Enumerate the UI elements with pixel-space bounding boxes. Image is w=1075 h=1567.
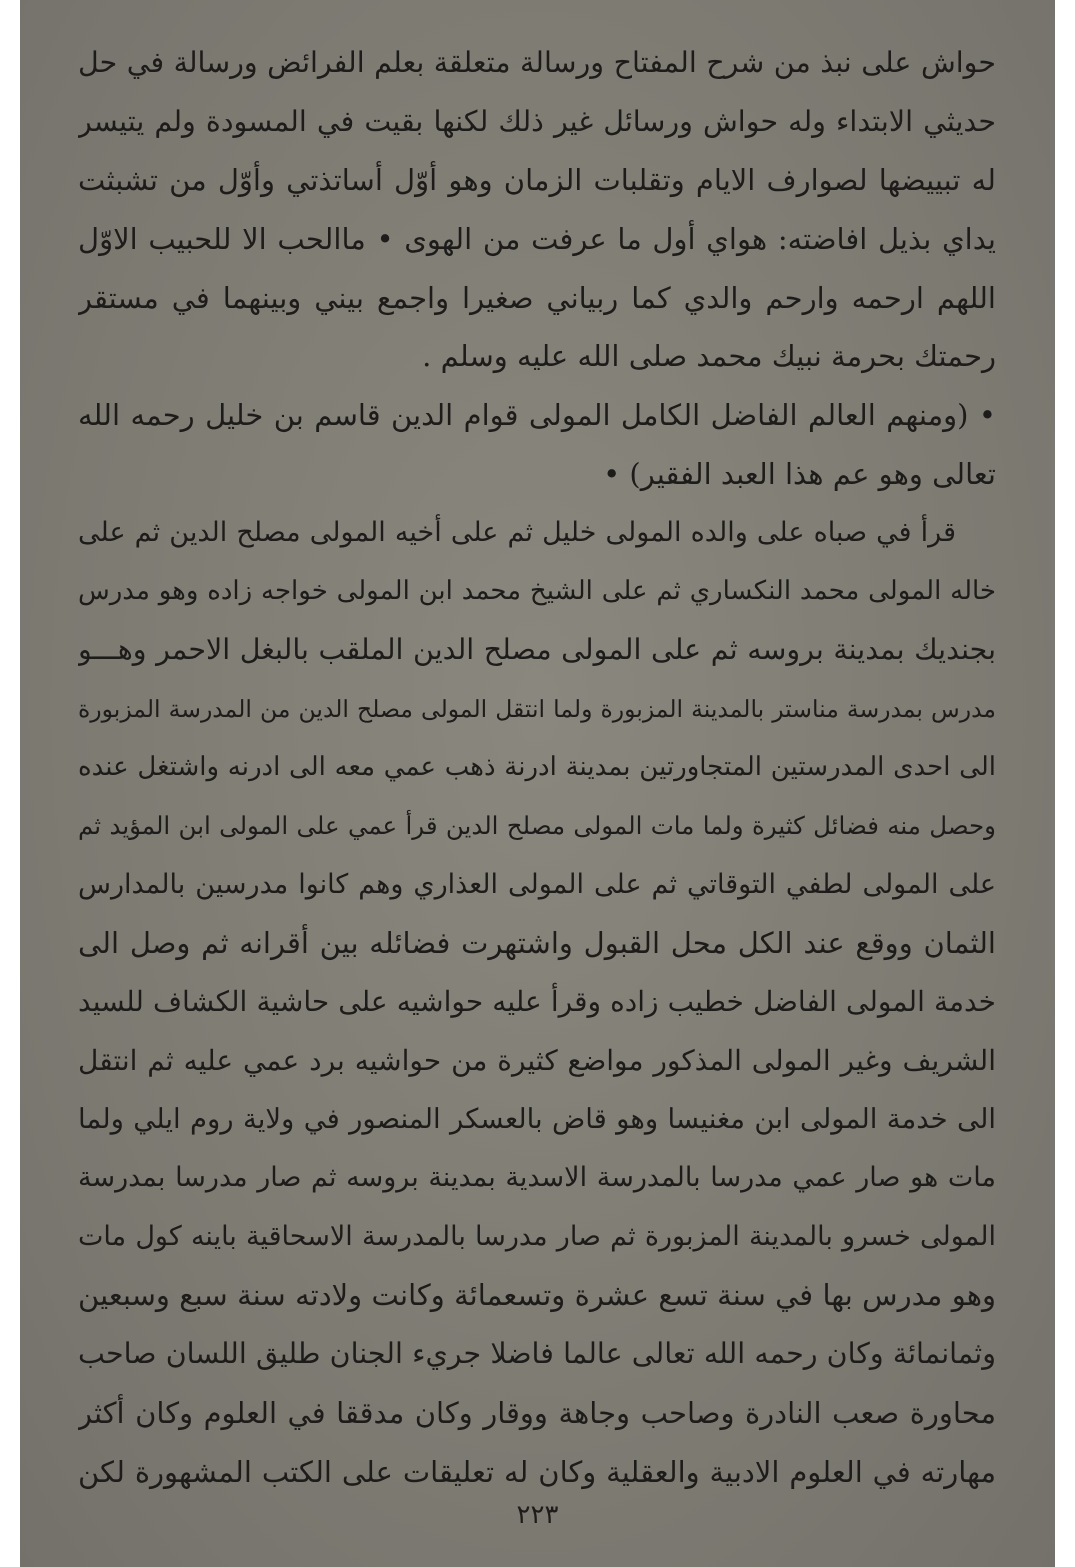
text-line: اللهم ارحمه وارحم والدي كما ربياني صغيرا واجمع بيني وبينهما في مستقر xyxy=(78,280,996,315)
text-line: وحصل منه فضائل كثيرة ولما مات المولى مصلح الدين قرأ عمي على المولى ابن المؤيد ثم xyxy=(78,810,996,840)
text-line: تعالى وهو عم هذا العبد الفقير) • xyxy=(603,456,996,491)
text-line: رحمتك بحرمة نبيك محمد صلى الله عليه وسلم . xyxy=(422,339,996,374)
text-line: بجنديك بمدينة بروسه ثم على المولى مصلح الدين الملقب بالبغل الاحمر وهـــو xyxy=(78,632,996,666)
text-line: حواش على نبذ من شرح المفتاح ورسالة متعلقة بعلم الفرائض ورسالة في حل xyxy=(78,46,996,79)
text-line: مات هو صار عمي مدرسا بالمدرسة الاسدية بمدينة بروسه ثم صار مدرسا بمدرسة xyxy=(78,1162,996,1194)
text-line: حديثي الابتداء وله حواش ورسائل غير ذلك لكنها بقيت في المسودة ولم يتيسر xyxy=(78,104,996,138)
text-line: على المولى لطفي التوقاتي ثم على المولى العذاري وهم كانوا مدرسين بالمدارس xyxy=(78,868,996,900)
text-line: الى خدمة المولى ابن مغنيسا وهو قاض بالعسكر المنصور في ولاية روم ايلي ولما xyxy=(78,1103,996,1136)
text-line: وهو مدرس بها في سنة تسع عشرة وتسعمائة وكانت ولادته سنة سبع وسبعين xyxy=(78,1278,996,1313)
text-line: قرأ في صباه على والده المولى خليل ثم على أخيه المولى مصلح الدين ثم على xyxy=(78,516,956,548)
text-line: محاورة صعب النادرة وصاحب وجاهة ووقار وكان مدققا في العلوم وكان أكثر xyxy=(78,1395,996,1430)
text-line: الى احدى المدرستين المتجاورتين بمدينة ادرنة ذهب عمي معه الى ادرنه واشتغل عنده xyxy=(78,752,996,783)
page-number: ٢٢٣ xyxy=(516,1500,559,1530)
text-line: المولى خسرو بالمدينة المزبورة ثم صار مدرسا بالمدرسة الاسحاقية باينه كول مات xyxy=(78,1220,996,1252)
book-page xyxy=(20,0,1055,1567)
text-line: خاله المولى محمد النكساري ثم على الشيخ محمد ابن المولى خواجه زاده وهو مدرس xyxy=(78,576,996,607)
text-line: الثمان ووقع عند الكل محل القبول واشتهرت فضائله بين أقرانه ثم وصل الى xyxy=(78,926,996,961)
text-line: له تبييضها لصوارف الايام وتقلبات الزمان وهو أوّل أساتذتي وأوّل من تشبثت xyxy=(78,163,996,198)
text-line: الشريف وغير المولى المذكور مواضع كثيرة من حواشيه برد عمي عليه ثم انتقل xyxy=(78,1043,996,1077)
text-line: يداي بذيل افاضته: هواي أول ما عرفت من الهوى • ماالحب الا للحبيب الاوّل xyxy=(78,222,996,257)
text-line: خدمة المولى الفاضل خطيب زاده وقرأ عليه حواشيه على حاشية الكشاف للسيد xyxy=(78,985,996,1018)
text-line: • (ومنهم العالم الفاضل الكامل المولى قوام الدين قاسم بن خليل رحمه الله xyxy=(78,398,996,433)
text-line: وثمانمائة وكان رحمه الله تعالى عالما فاضلا جريء الجنان طليق اللسان صاحب xyxy=(78,1337,996,1371)
body-text xyxy=(78,34,996,1501)
text-line: مهارته في العلوم الادبية والعقلية وكان له تعليقات على الكتب المشهورة لكن xyxy=(78,1454,996,1489)
text-line: مدرس بمدرسة مناستر بالمدينة المزبورة ولما انتقل المولى مصلح الدين من المدرسة المزبورة xyxy=(78,694,996,723)
